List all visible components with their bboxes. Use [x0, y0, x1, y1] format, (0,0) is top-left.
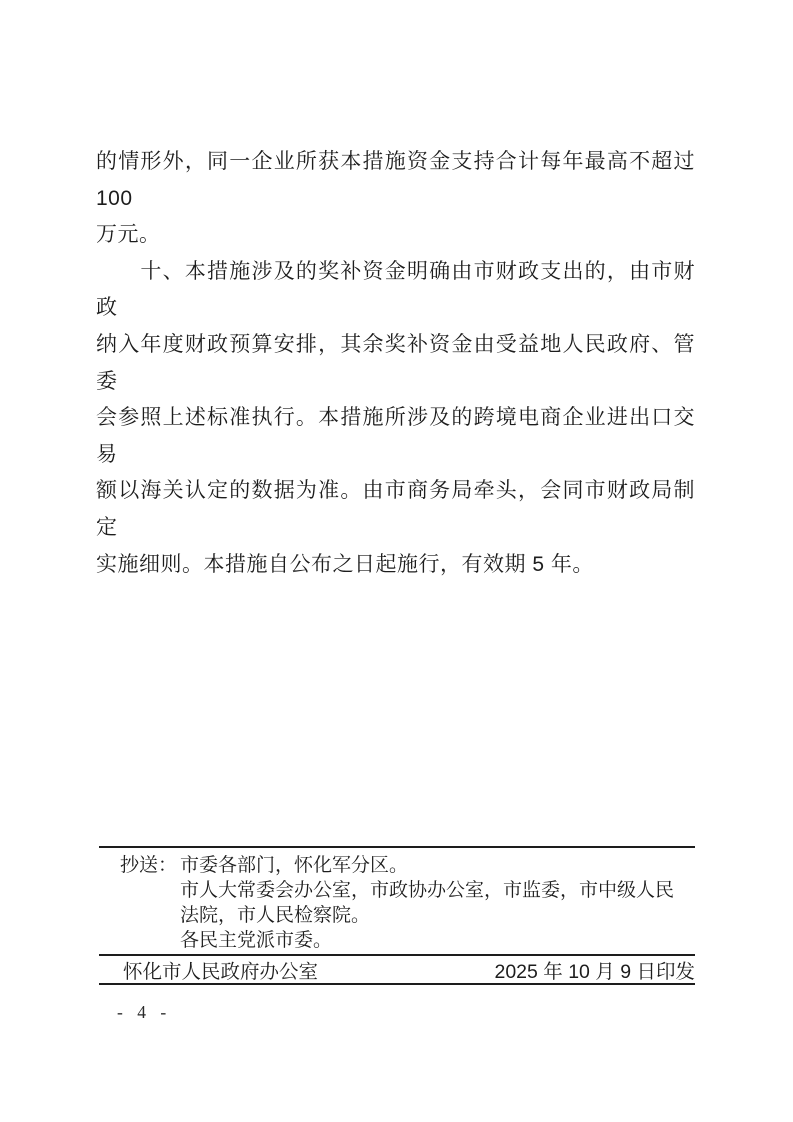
- document-body: [96, 144, 695, 583]
- issuer-row: [99, 954, 695, 985]
- cc-section: [99, 846, 695, 953]
- text-line: 市人大常委会办公室，市政协办公室，市监委，市中级人民: [180, 880, 675, 901]
- paragraph: [96, 144, 695, 254]
- cc-recipient-list: [180, 853, 695, 953]
- text-line: 市委各部门，怀化军分区。: [180, 855, 409, 876]
- text-line: 十、本措施涉及的奖补资金明确由市财政支出的，由市财政: [96, 259, 695, 320]
- text-line: 会参照上述标准执行。本措施所涉及的跨境电商企业进出口交易: [96, 406, 695, 466]
- text-line: 各民主党派市委。: [180, 930, 333, 951]
- text-line: 的情形外，同一企业所获本措施资金支持合计每年最高不超过 100: [96, 150, 695, 210]
- text-line: 实施细则。本措施自公布之日起施行，有效期 5 年。: [96, 552, 594, 576]
- text-line: 法院，市人民检察院。: [180, 905, 371, 926]
- text-line: 纳入年度财政预算安排，其余奖补资金由受益地人民政府、管委: [96, 332, 695, 393]
- issuing-office: 怀化市人民政府办公室: [123, 960, 319, 983]
- print-date: 2025 年 10 月 9 日印发: [494, 960, 695, 983]
- page-number: - 4 -: [117, 1002, 172, 1022]
- cc-label: 抄送：: [120, 855, 178, 876]
- cc-row: [99, 853, 695, 953]
- text-line: 额以海关认定的数据为准。由市商务局牵头，会同市财政局制定: [96, 479, 695, 539]
- paragraph: [96, 254, 695, 583]
- text-line: 万元。: [96, 223, 161, 247]
